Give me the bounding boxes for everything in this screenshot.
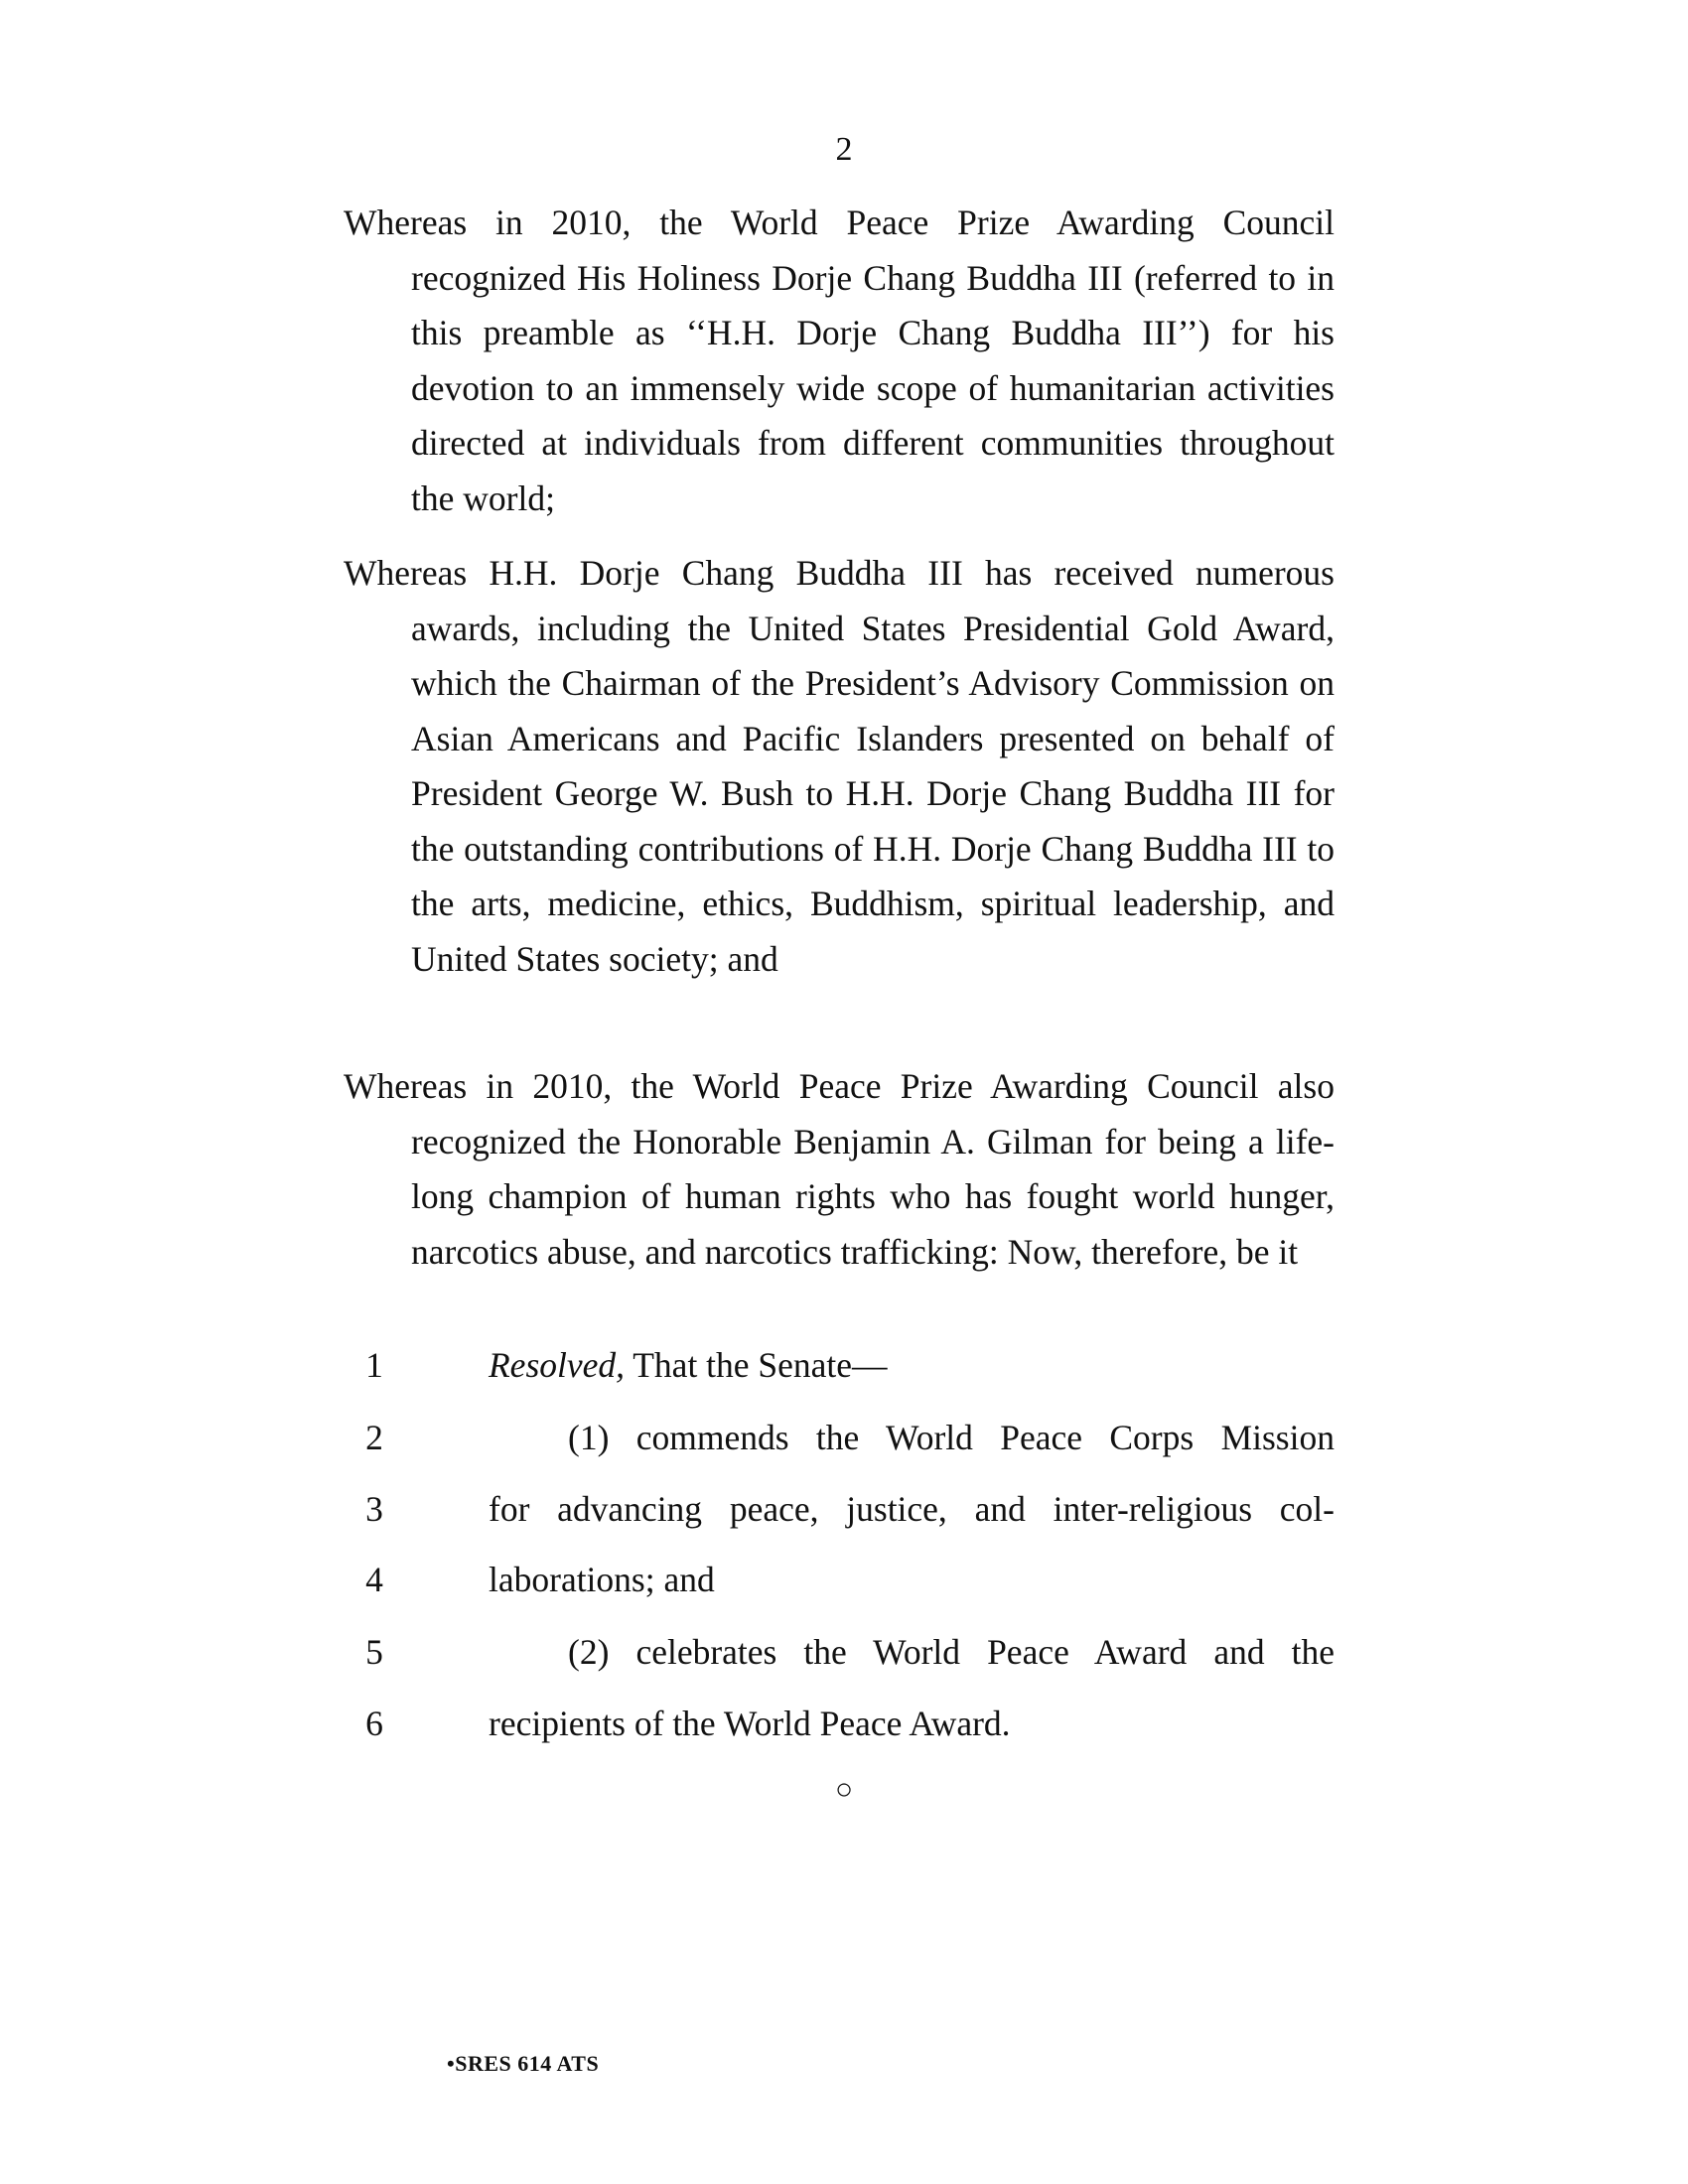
resolution-line-text: for advancing peace, justice, and inter-religious col- — [489, 1489, 1335, 1529]
resolution-line-1 — [0, 1337, 1688, 1393]
resolution-line-text: (1) commends the World Peace Corps Mission — [568, 1418, 1335, 1457]
bill-identifier: •SRES 614 ATS — [447, 2051, 600, 2076]
resolution-line-2 — [0, 1410, 1688, 1465]
line-number: 1 — [365, 1345, 383, 1385]
line-number: 5 — [365, 1632, 383, 1672]
line-number: 3 — [365, 1489, 383, 1529]
resolution-line-4 — [0, 1552, 1688, 1607]
line-number: 6 — [365, 1704, 383, 1743]
whereas-clause-2: Whereas H.H. Dorje Chang Buddha III has received numerous awards, including the United States Presidential Gold Award, which the Chairman of the President’s Advisory Commission on Asian Americans and Pacific Islanders presented on behalf of President George W. Bush to H.H. Dorje Chang Buddha III for the outstanding contributions of H.H. Dorje Chang Buddha III to the arts, medicine, ethics, Buddhism, spiritual leadership, and United States society; and — [344, 553, 1335, 979]
resolution-line-5 — [0, 1624, 1688, 1680]
resolution-line-text: recipients of the World Peace Award. — [489, 1704, 1011, 1743]
resolution-line-text: laborations; and — [489, 1560, 715, 1599]
resolved-word: Resolved, — [489, 1345, 626, 1385]
end-of-document-mark: ○ — [834, 1773, 854, 1806]
page-number: 2 — [835, 131, 853, 168]
resolution-line-text: (2) celebrates the World Peace Award and the — [568, 1632, 1335, 1672]
resolution-line-3 — [0, 1481, 1688, 1537]
whereas-clause-1: Whereas in 2010, the World Peace Prize Awarding Council recognized His Holiness Dorje Chang Buddha III (referred to in this preamble as ‘‘H.H. Dorje Chang Buddha III’’) for his devotion to an immensely wide scope of humanitarian activities directed at individuals from different communities throughout the world; — [344, 203, 1335, 518]
line-number: 2 — [365, 1418, 383, 1457]
resolution-line-6 — [0, 1696, 1688, 1751]
resolved-clause: That the Senate— — [625, 1345, 888, 1385]
whereas-clause-3: Whereas in 2010, the World Peace Prize Awarding Council also recognized the Honorable Benjamin A. Gilman for being a life-long champion of human rights who has fought world hunger, narcotics abuse, and narcotics trafficking: Now, therefore, be it — [344, 1066, 1335, 1272]
line-number: 4 — [365, 1560, 383, 1599]
resolution-line-text — [489, 1337, 1335, 1393]
